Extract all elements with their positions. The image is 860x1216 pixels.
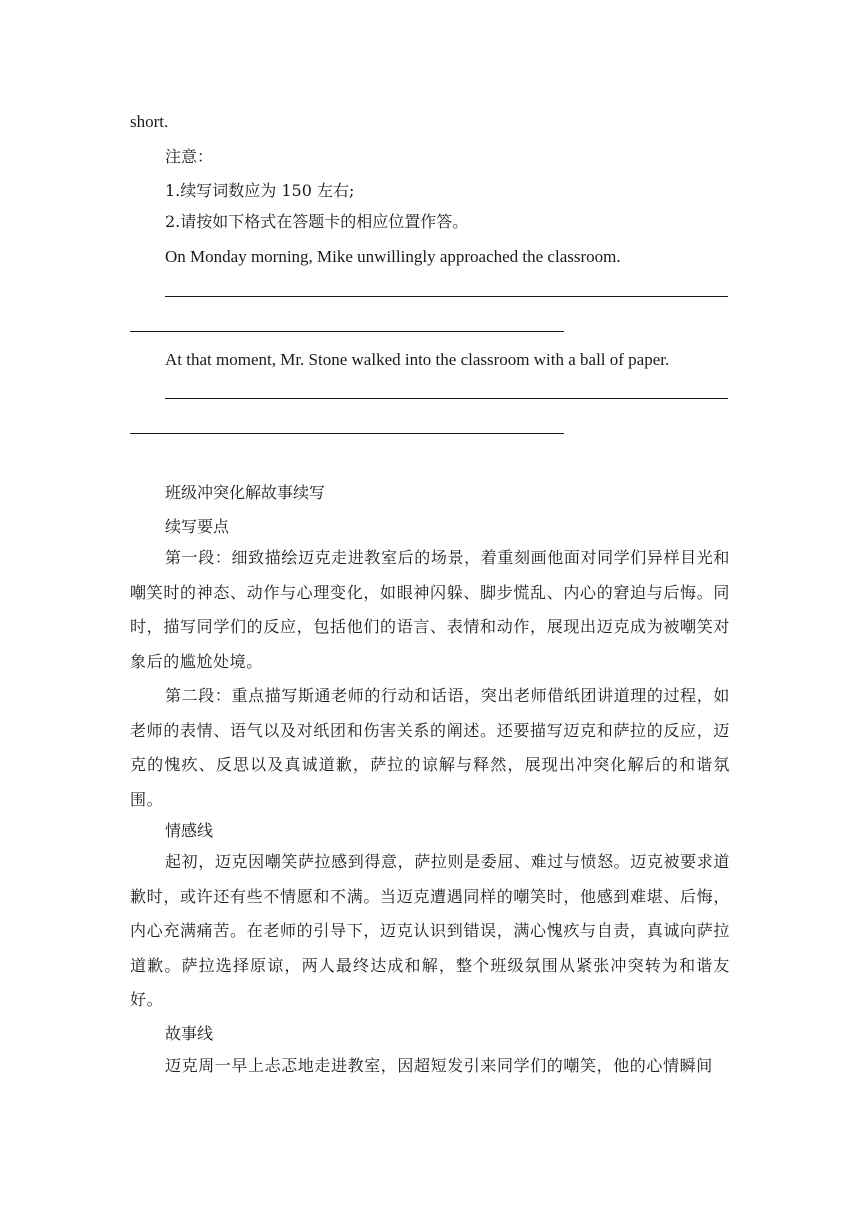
story-heading: 故事线	[165, 1024, 214, 1043]
paragraph-2: 第二段：重点描写斯通老师的行动和话语，突出老师借纸团讲道理的过程，如老师的表情、语气以及对纸团和伤害关系的阐述。还要描写迈克和萨拉的反应，迈克的愧疚、反思以及真诚道歉，萨拉的谅解与释然，展现出冲突化解后的和谐氛围。	[130, 686, 730, 809]
continued-text: short.	[130, 112, 169, 131]
note-label: 注意：	[165, 147, 214, 166]
points-heading: 续写要点	[165, 517, 230, 536]
answer-line	[130, 331, 564, 332]
section-title: 班级冲突化解故事续写	[165, 483, 326, 502]
answer-line	[165, 398, 728, 399]
emotion-heading: 情感线	[165, 821, 214, 840]
opening-sentence-2: At that moment, Mr. Stone walked into the classroom with a ball of paper.	[165, 350, 670, 369]
paragraph-4: 迈克周一早上忐忑地走进教室，因超短发引来同学们的嘲笑，他的心情瞬间	[165, 1056, 713, 1075]
paragraph-1: 第一段：细致描绘迈克走进教室后的场景，着重刻画他面对同学们异样目光和嘲笑时的神态、动作与心理变化，如眼神闪躲、脚步慌乱、内心的窘迫与后悔。同时，描写同学们的反应，包括他们的语言、表情和动作，展现出迈克成为被嘲笑对象后的尴尬处境。	[130, 548, 730, 671]
answer-line	[130, 433, 564, 434]
requirement-1: 1.续写词数应为 150 左右;	[165, 181, 355, 200]
opening-sentence-1: On Monday morning, Mike unwillingly approached the classroom.	[165, 247, 621, 266]
answer-line	[165, 296, 728, 297]
paragraph-3: 起初，迈克因嘲笑萨拉感到得意，萨拉则是委屈、难过与愤怒。迈克被要求道歉时，或许还有些不情愿和不满。当迈克遭遇同样的嘲笑时，他感到难堪、后悔，内心充满痛苦。在老师的引导下，迈克认识到错误，满心愧疚与自责，真诚向萨拉道歉。萨拉选择原谅，两人最终达成和解，整个班级氛围从紧张冲突转为和谐友好。	[130, 852, 730, 1009]
requirement-2: 2.请按如下格式在答题卡的相应位置作答。	[165, 212, 469, 231]
